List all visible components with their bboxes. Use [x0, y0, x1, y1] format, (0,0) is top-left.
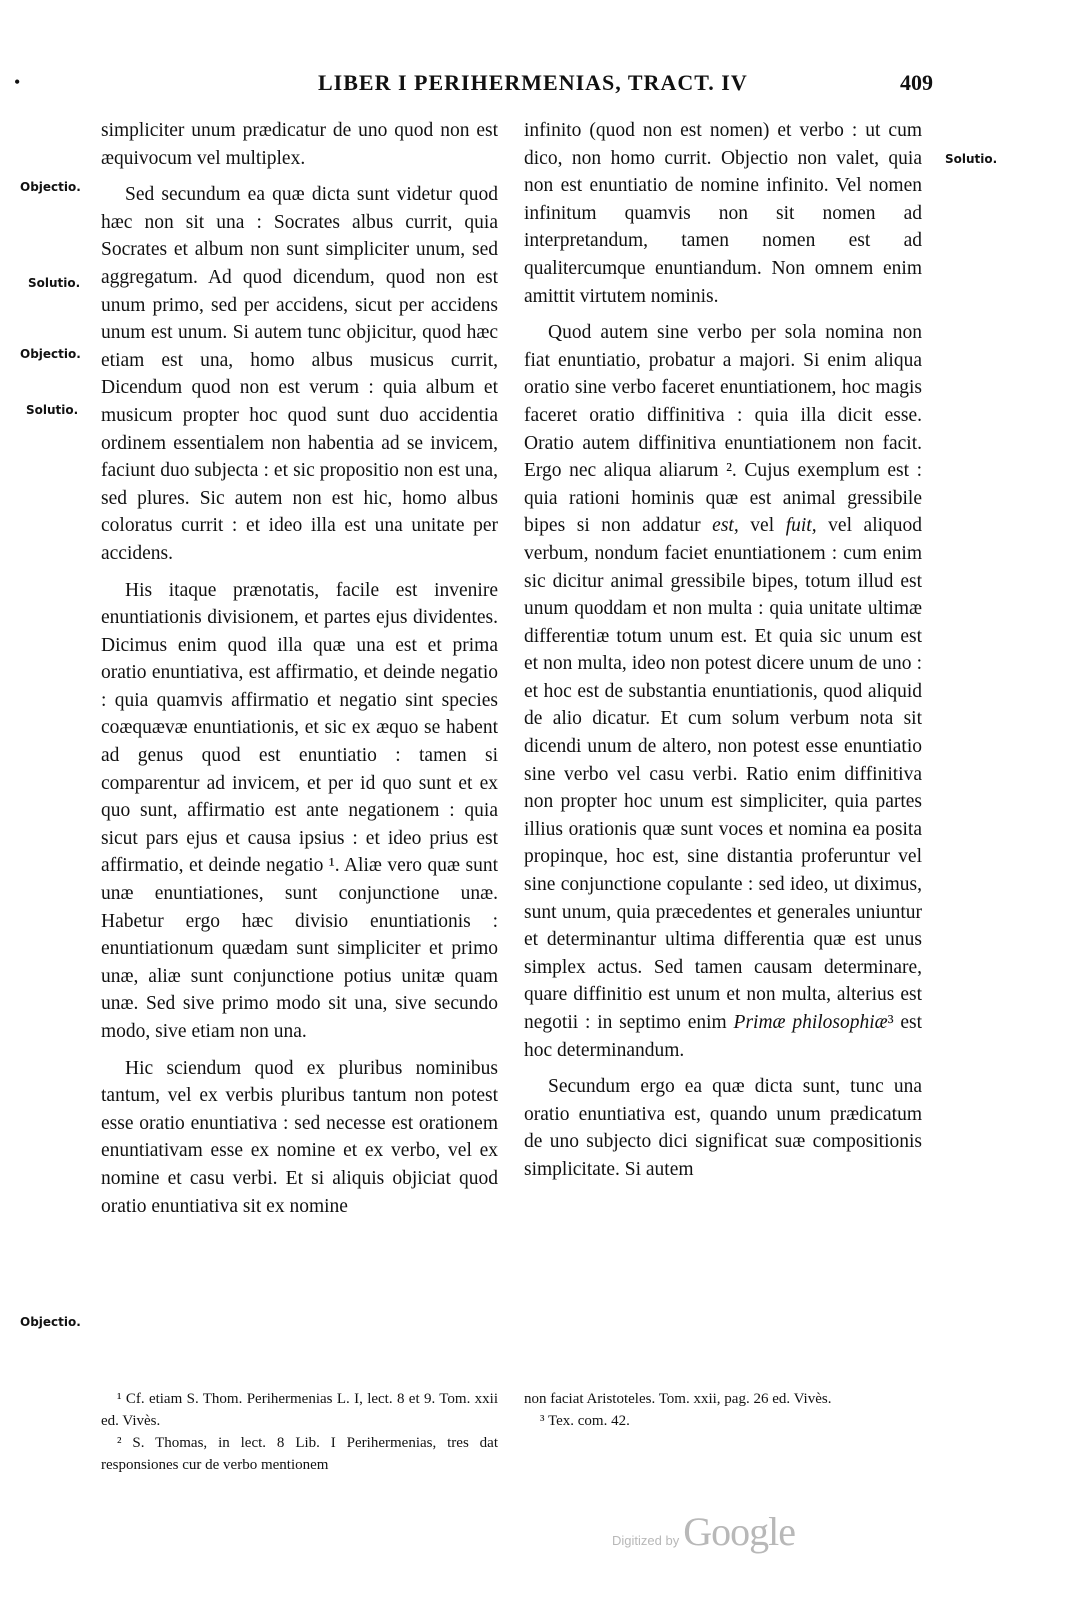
running-title: LIBER I PERIHERMENIAS, TRACT. IV: [318, 70, 748, 95]
italic-work-title: Primæ philosophiæ: [733, 1012, 888, 1033]
paragraph: His itaque prænotatis, facile est invenire enuntiationis divisionem, et partes ejus dividentes. Dicimus enim quod illa quæ una est et prima oratio enuntiativa, est affirmatio, et deinde negatio : quia quamvis affirmatio et negatio sint species coæquævæ enuntiationis, et sic ex æquo se habent ad genus quod est enuntiatio : tamen si comparentur ad invicem, et per id quo sunt et ex quo sunt, affirmatio est ante negationem : quia sicut pars ejus et causa ipsius : et ideo prius est affirmatio, et deinde negatio ¹. Aliæ vero quæ sunt unæ enuntiationes, sunt conjunctione unæ. Habetur ergo hæc divisio enuntiationis : enuntiationum quædam sunt simpliciter et primo unæ, aliæ sunt conjunctione potius unitæ quam unæ. Sed sive primo modo sit una, sive secundo modo, sive etiam non una.: [101, 579, 498, 1042]
running-header: [0, 70, 1071, 100]
paragraph: infinito (quod non est nomen) et verbo : ut cum dico, non homo currit. Objectio non valet, quia non est enuntiatio de nomine infinito. Vel nomen infinitum quamvis non sit nomen ad interpretandum, tamen nomen est ad qualitercumque enuntiandum. Non omnem enim amittit virtutem nominis.: [524, 120, 922, 307]
margin-note-solutio: Solutio.: [26, 403, 79, 417]
text-run: ³ est hoc determinandum.: [524, 1012, 923, 1061]
italic-est: est,: [712, 515, 739, 537]
stray-mark: •: [14, 72, 21, 92]
left-column: [101, 117, 498, 1220]
margin-note-solutio: Solutio.: [945, 152, 998, 166]
paragraph: simpliciter unum prædicatur de uno quod non est æquivocum vel multiplex.: [101, 120, 498, 169]
italic-fuit: fuit,: [785, 515, 817, 537]
paragraph: Hic sciendum quod ex pluribus nominibus tantum, vel ex verbis pluribus tantum non potest esse oratio enuntiativa : sed necesse est orationem enuntiativam esse ex nomine et ex verbo, vel ex nomine et casu verbi. Et si aliquis objiciat quod oratio enuntiativa sit ex nomine: [101, 1057, 498, 1217]
footnote: ² S. Thomas, in lect. 8 Lib. I Perihermenias, tres dat responsiones cur de verbo mentionem: [101, 1435, 498, 1473]
footnotes-left: [101, 1388, 498, 1476]
footnote: ¹ Cf. etiam S. Thom. Perihermenias L. I, lect. 8 et 9. Tom. xxii ed. Vivès.: [101, 1391, 498, 1429]
right-column: [524, 117, 922, 1184]
margin-note-objectio: Objectio.: [20, 180, 81, 194]
margin-note-solutio: Solutio.: [28, 276, 81, 290]
google-logo: Google: [683, 1509, 795, 1554]
footnotes-right: [524, 1388, 922, 1432]
footnote: non faciat Aristoteles. Tom. xxii, pag. 26 ed. Vivès.: [524, 1391, 832, 1407]
page-number: 409: [900, 70, 933, 95]
paragraph: Sed secundum ea quæ dicta sunt videtur quod hæc non sit una : Socrates albus currit, quia Socrates et album non sunt simpliciter unum, sed aggregatum. Ad quod dicendum, quod non est unum primo, sed per accidens, sicut per accidens unum est unum. Si autem tunc objicitur, quod hæc etiam est una, homo albus musicus currit, Dicendum quod non est verum : quia album et musicum propter hoc quod sunt duo accidentia ordinem essentialem non habentia ad se invicem, faciunt duo subjecta : et sic propositio non est una, sed plures. Sic autem non est hic, homo albus coloratus currit : et ideo illa est una unitate per accidens.: [101, 184, 498, 564]
paragraph: [524, 319, 922, 1064]
paragraph: Secundum ergo ea quæ dicta sunt, tunc una oratio enuntiativa est, quando unum prædicatum de uno subjecto dici significat suæ compositionis simplicitate. Si autem: [524, 1076, 922, 1180]
text-run: Quod autem sine verbo per sola nomina non fiat enuntiatio, probatur a majori. Si enim aliqua oratio sine verbo faceret enuntiationem, hoc magis faceret oratio diffinitiva : quia illa dicit esse. Oratio autem diffinitiva enuntiationem non facit. Ergo nec aliqua aliarum ². Cujus exemplum est : quia rationi hominis quæ est animal gressibile bipes si non addatur: [524, 322, 922, 537]
text-run: vel aliquod verbum, nondum faciet enuntiationem : cum enim sic dicitur animal gressibile bipes, totum illud est unum quoddam et non multa : quia unitate ultimæ differentiæ totum unum est. Et quia sic unum est et non multa, ideo non potest dicere unum de uno : et hoc est de substantia enuntiationis, quod aliquid de alio dicatur. Et cum solum verbum nota sit dicendi unum de altero, non potest esse enuntiatio sine verbo vel casu verbi. Ratio enim diffinitiva non propter hoc unum est simpliciter, quia partes illius orationis quæ sunt voces et nomina ea posita propinque, hoc est, sine distantia proferuntur vel sine conjunctione copulante : sed ideo, ut diximus, sunt unum, quia præcedentes et generales uniuntur et determinantur ultima differentia quæ est unus simplex actus. Sed tamen causam determinare, quare diffinitio est unum et non multa, alterius est negotii : in septimo enim: [524, 515, 923, 1033]
footnote: ³ Tex. com. 42.: [540, 1413, 630, 1429]
digitized-watermark: [612, 1508, 795, 1555]
margin-note-objectio: Objectio.: [20, 1315, 81, 1329]
margin-note-objectio: Objectio.: [20, 347, 81, 361]
watermark-prefix: Digitized by: [612, 1533, 680, 1548]
text-run: vel: [750, 515, 775, 537]
